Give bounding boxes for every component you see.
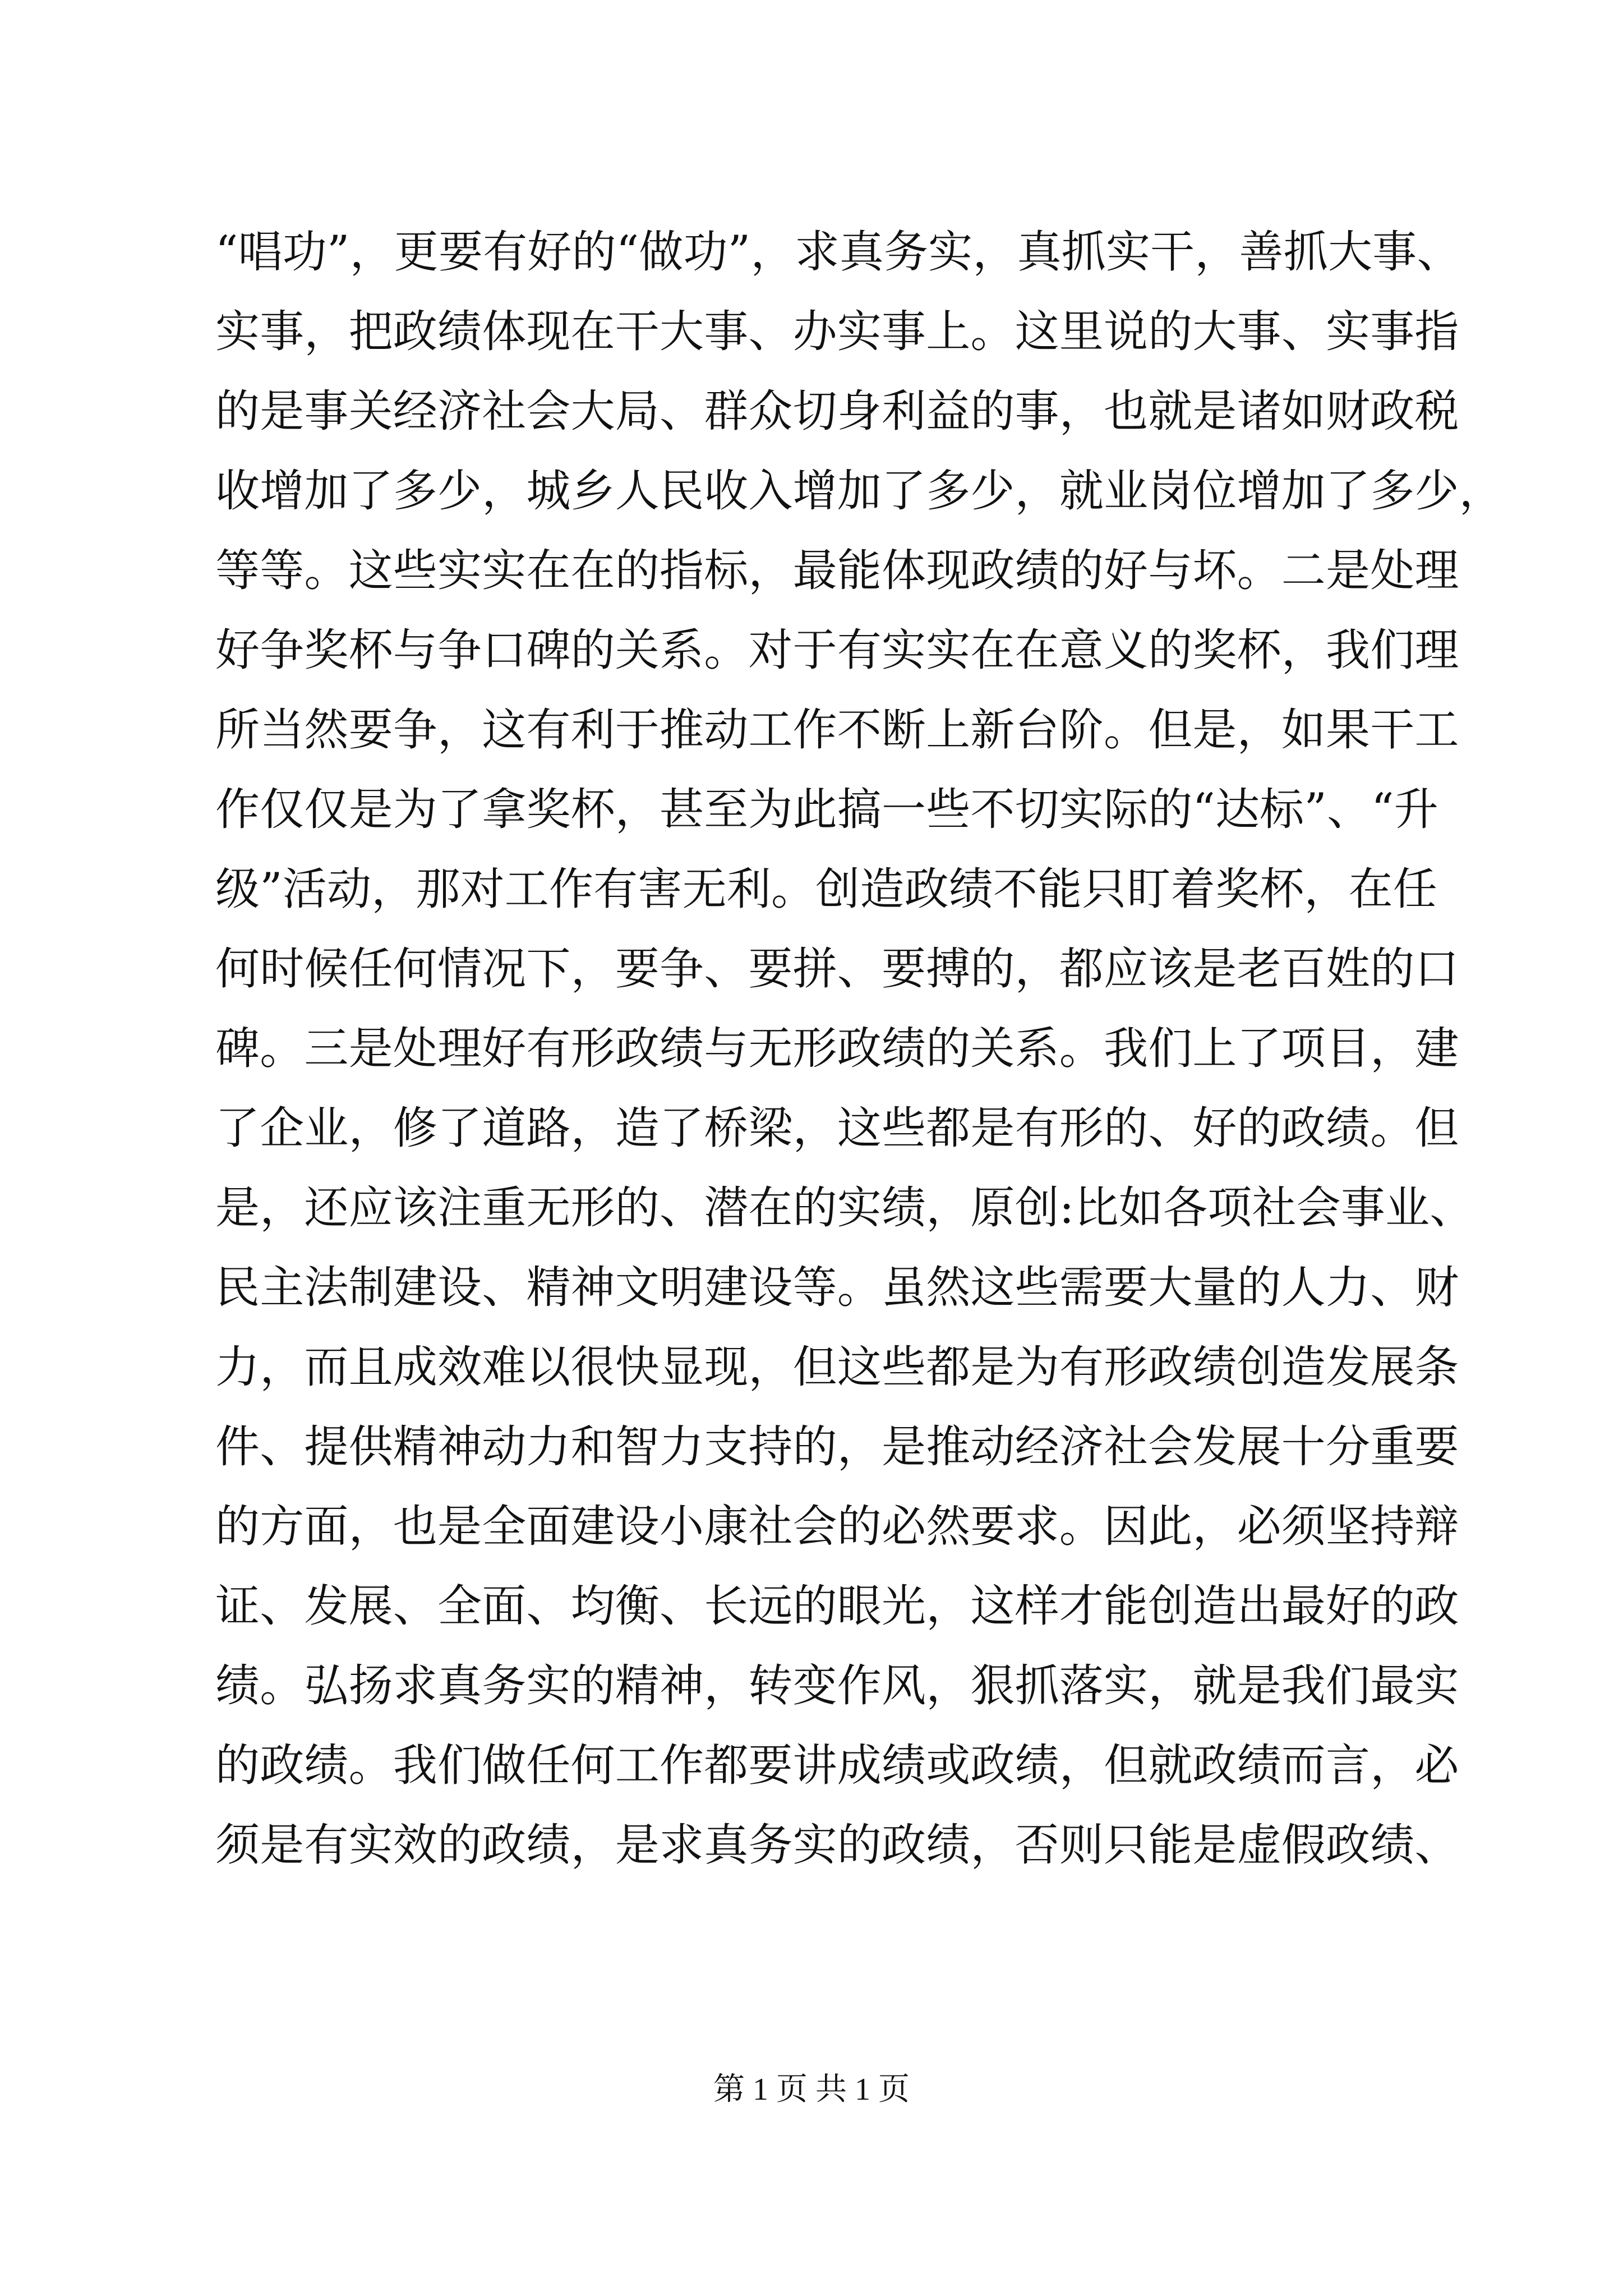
text-line: 件、提供精神动力和智力支持的，是推动经济社会发展十分重要 [215,1421,1459,1473]
page-footer [0,2070,1623,2109]
text-line: “唱功”，更要有好的“做功”，求真务实，真抓实干，善抓大事、 [215,226,1461,278]
text-line: 收增加了多少，城乡人民收入增加了多少，就业岗位增加了多少， [215,465,1504,517]
text-line: 的方面，也是全面建设小康社会的必然要求。因此，必须坚持辩 [215,1501,1459,1552]
body-text [215,212,1504,1885]
text-line: 何时候任何情况下，要争、要拼、要搏的，都应该是老百姓的口 [215,943,1459,995]
text-line: 碑。三是处理好有形政绩与无形政绩的关系。我们上了项目，建 [215,1023,1459,1074]
text-line: 绩。弘扬求真务实的精神，转变作风，狠抓落实，就是我们最实 [215,1660,1459,1711]
text-line: 民主法制建设、精神文明建设等。虽然这些需要大量的人力、财 [215,1262,1459,1313]
text-line: 的政绩。我们做任何工作都要讲成绩或政绩，但就政绩而言，必 [215,1740,1459,1791]
text-line: 是，还应该注重无形的、潜在的实绩，原创:比如各项社会事业、 [215,1182,1474,1234]
page-number: 第 1 页 共 1 页 [713,2072,910,2107]
text-line: 须是有实效的政绩，是求真务实的政绩，否则只能是虚假政绩、 [215,1819,1459,1871]
text-line: 好争奖杯与争口碑的关系。对于有实实在在意义的奖杯，我们理 [215,624,1459,676]
text-line: 作仅仅是为了拿奖杯，甚至为此搞一些不切实际的“达标”、“升 [215,784,1438,835]
text-line: 等等。这些实实在在的指标，最能体现政绩的好与坏。二是处理 [215,545,1459,596]
text-line: 证、发展、全面、均衡、长远的眼光，这样才能创造出最好的政 [215,1580,1459,1632]
text-line: 实事，把政绩体现在干大事、办实事上。这里说的大事、实事指 [215,306,1459,357]
text-line: 了企业，修了道路，造了桥梁，这些都是有形的、好的政绩。但 [215,1102,1459,1154]
text-line: 力，而且成效难以很快显现，但这些都是为有形政绩创造发展条 [215,1341,1459,1393]
text-line: 所当然要争，这有利于推动工作不断上新台阶。但是，如果干工 [215,704,1459,756]
text-line: 级”活动，那对工作有害无利。创造政绩不能只盯着奖杯，在任 [215,863,1437,915]
text-line: 的是事关经济社会大局、群众切身利益的事，也就是诸如财政税 [215,385,1459,437]
